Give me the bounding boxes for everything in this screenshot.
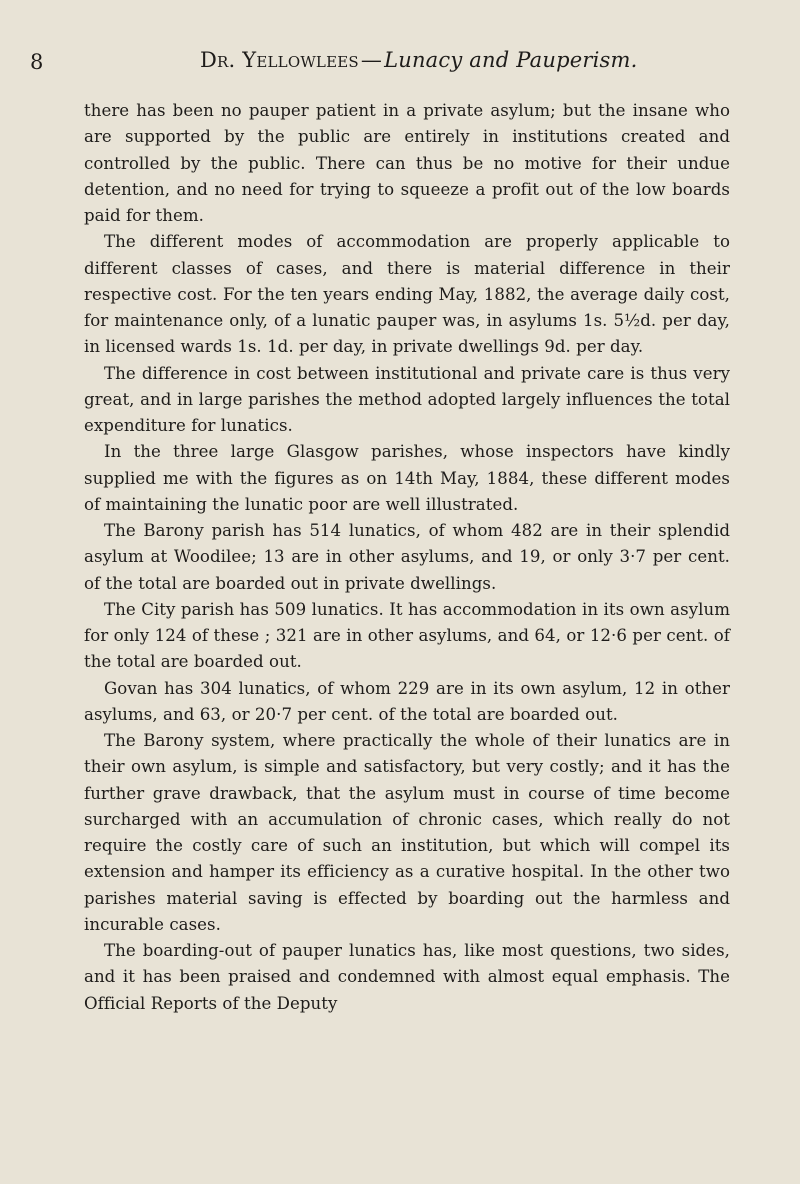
running-head-author: Dr. Yellowlees — [200, 48, 359, 72]
paragraph-4: In the three large Glasgow parishes, whose inspectors have kindly supplied me with the figures as on 14th May, 1884, these different modes of maintaining the lunatic poor are well illustrated. — [84, 442, 730, 514]
paragraph-6: The City parish has 509 lunatics. It has accommodation in its own asylum for only 124 of these ; 321 are in other asylums, and 64, or 12·6 per cent. of the total are boarded out. — [84, 599, 730, 672]
running-head — [84, 48, 730, 82]
paragraph-9: The boarding-out of pauper lunatics has, like most questions, two sides, and it has been praised and condemned with almost equal emphasis. The Official Reports of the Deputy — [84, 941, 730, 1013]
paragraph-1: there has been no pauper patient in a private asylum; but the insane who are supported by the public are entirely in institutions created and controlled by the public. There can thus be no motive for their undue detention, and no need for trying to squeeze a profit out of the low boards paid for them. — [84, 101, 730, 225]
page-number: 8 — [30, 50, 44, 74]
paragraph-2: The different modes of accommodation are properly applicable to different classes of cases, and there is material difference in their respective cost. For the ten years ending May, 1882, the average daily cost, for maintenance only, of a lunatic pauper was, in asylums 1s. 5½d. per day, in licensed wards 1s. 1d. per day, in private dwellings 9d. per day. — [84, 232, 730, 357]
running-head-title: Lunacy and Pauperism. — [384, 48, 638, 72]
paragraph-7: Govan has 304 lunatics, of whom 229 are in its own asylum, 12 in other asylums, and 63, or 20·7 per cent. of the total are boarded out. — [84, 678, 730, 724]
paragraph-8: The Barony system, where practically the whole of their lunatics are in their own asylum, is simple and satisfactory, but very costly; and it has the further grave drawback, that the asylum must in course of time become surcharged with an accumulation of chronic cases, which really do not require the costly care of such an institution, but which will compel its extension and hamper its efficiency as a curative hospital. In the other two parishes material saving is effected by boarding out the harmless and incurable cases. — [84, 731, 730, 934]
body-text — [84, 98, 730, 1017]
running-head-dash: — — [360, 48, 383, 72]
paragraph-3: The difference in cost between institutional and private care is thus very great, and in large parishes the method adopted largely influences the total expenditure for lunatics. — [84, 363, 730, 435]
paragraph-5: The Barony parish has 514 lunatics, of whom 482 are in their splendid asylum at Woodilee; 13 are in other asylums, and 19, or only 3·7 per cent. of the total are boarded out in private dwellings. — [84, 521, 730, 593]
